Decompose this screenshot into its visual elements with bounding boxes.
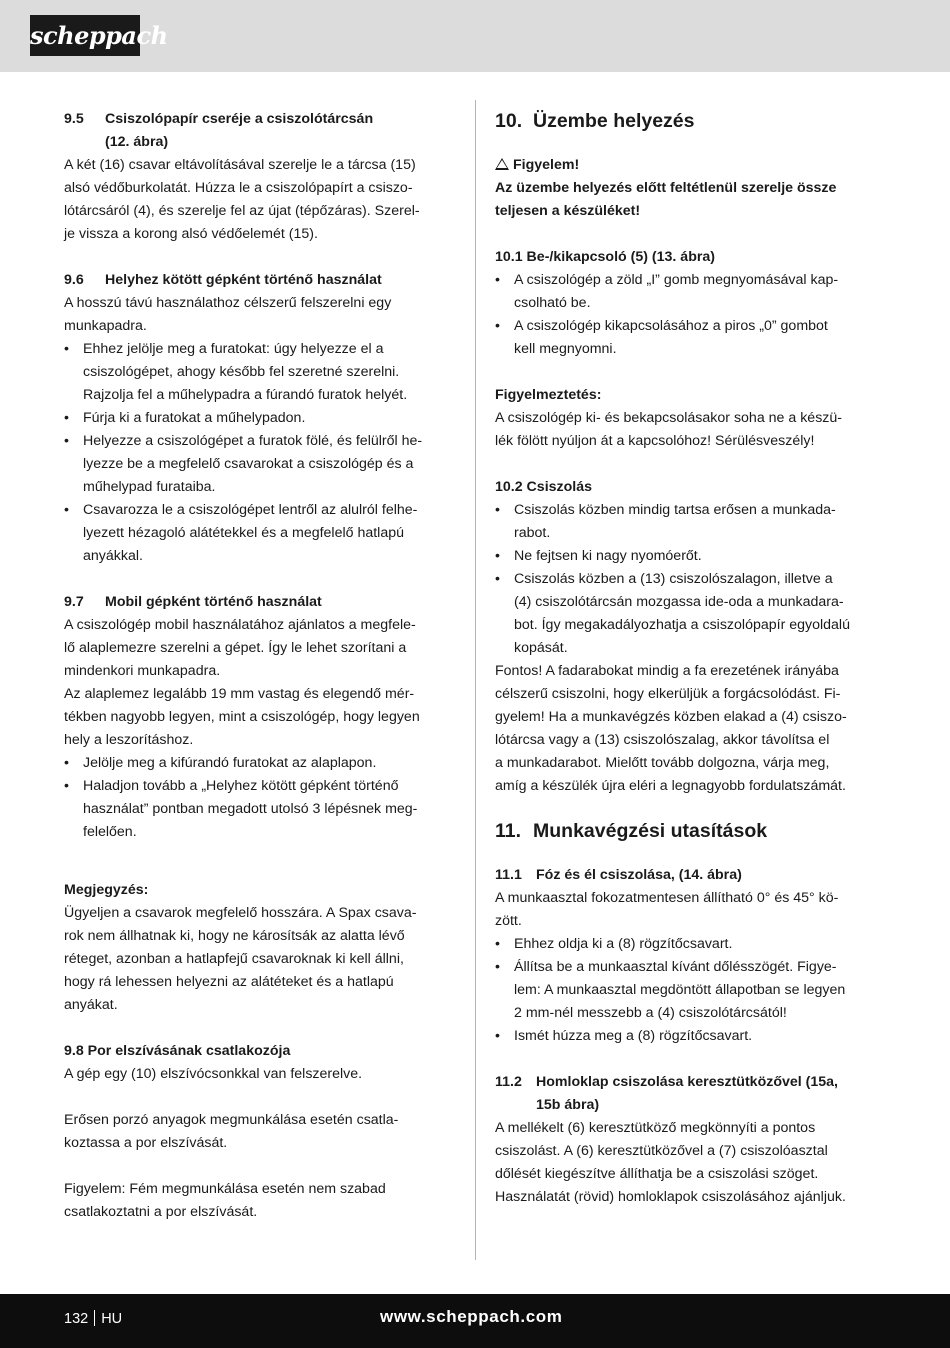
list-item: • Ismét húzza meg a (8) rögzítőcsavart.	[495, 1025, 887, 1048]
heading-11: 11. Munkavégzési utasítások	[495, 820, 768, 842]
right-column	[495, 108, 887, 1209]
column-divider	[475, 100, 476, 1260]
list-item: • A csiszológép a zöld „I” gomb megnyomásával kap- csolható be.	[495, 269, 887, 315]
warning-text: Az üzembe helyezés előtt feltétlenül szerelje össze teljesen a készüléket!	[495, 180, 837, 219]
footer-separator	[94, 1310, 95, 1326]
bullet-list-10-1	[495, 269, 887, 361]
page-header	[0, 0, 950, 72]
heading-9-5: 9.5 Csiszolópapír cseréje a csiszolótárcsán	[64, 111, 374, 127]
list-item: • Csiszolás közben a (13) csiszolószalagon, illetve a (4) csiszolótárcsán mozgassa ide-oda a munkadara- bot. Így megakadályozhatja a csiszolópapír egyoldalú kopását.	[495, 568, 887, 660]
page-number: 132 HU	[64, 1311, 123, 1327]
paragraph-9-8: A gép egy (10) elszívócsonkkal van felszerelve.	[64, 1066, 363, 1082]
caution-title: Figyelmeztetés:	[495, 387, 602, 403]
list-item: • Jelölje meg a kifúrandó furatokat az alaplapon.	[64, 752, 456, 775]
warning-triangle-icon	[495, 158, 509, 170]
paragraph-9-5: A két (16) csavar eltávolításával szerelje le a tárcsa (15) alsó védőburkolatát. Húzza le a csiszolópapírt a csiszo- lótárcsáról (4), és szerelje fel az újat (tépőzáras). Szerel- je vissza a korong alsó védőelemét (15).	[64, 157, 420, 242]
list-item: • Helyezze a csiszológépet a furatok fölé, és felülről he- lyezze be a megfelelő csavarokat a csiszológép és a műhelypad furataiba.	[64, 430, 456, 499]
heading-10-2: 10.2 Csiszolás	[495, 479, 593, 495]
left-column	[64, 108, 456, 1224]
website-link[interactable]: www.scheppach.com	[380, 1307, 563, 1326]
list-item: • Ehhez jelölje meg a furatokat: úgy helyezze el a csiszológépet, ahogy később fel szeretné szerelni. Rajzolja fel a műhelypadra a fúrandó furatok helyét.	[64, 338, 456, 407]
caution-paragraph: A csiszológép ki- és bekapcsolásakor soha ne a készü- lék fölött nyúljon át a kapcsolóhoz! Sérülésveszély!	[495, 410, 842, 449]
heading-9-7: 9.7 Mobil gépként történő használat	[64, 594, 322, 610]
note-paragraph: Ügyeljen a csavarok megfelelő hosszára. A Spax csava- rok nem állhatnak ki, hogy ne károsítsák az alatta lévő réteget, azonban a hatlapfejű csavaroknak ki kell állni, hogy rá lehessen helyezni az alátéteket és a hatlapú anyákat.	[64, 905, 417, 1013]
heading-10: 10. Üzembe helyezés	[495, 110, 695, 132]
page-footer	[0, 1294, 950, 1348]
paragraph-9-7: A csiszológép mobil használatához ajánlatos a megfele- lő alaplemezre szerelni a gépet. Így le lehet szorítani a mindenkori munkapadra. Az alaplemez legalább 19 mm vastag és elegendő mér- tékben nagyobb legyen, mint a csiszológép, hogy legyen hely a leszorításhoz.	[64, 617, 420, 748]
heading-10-1: 10.1 Be-/kikapcsoló (5) (13. ábra)	[495, 249, 715, 265]
list-item: • A csiszológép kikapcsolásához a piros „0” gombot kell megnyomni.	[495, 315, 887, 361]
paragraph-9-8-dust: Erősen porzó anyagok megmunkálása esetén csatla- koztassa a por elszívását.	[64, 1112, 399, 1151]
heading-11-1: 11.1 Fóz és él csiszolása, (14. ábra)	[495, 867, 742, 883]
paragraph-11-1: A munkaasztal fokozatmentesen állítható 0° és 45° kö- zött.	[495, 890, 839, 929]
heading-9-8: 9.8 Por elszívásának csatlakozója	[64, 1043, 291, 1059]
list-item: • Csiszolás közben mindig tartsa erősen a munkada- rabot.	[495, 499, 887, 545]
note-title: Megjegyzés:	[64, 882, 149, 898]
paragraph-9-6: A hosszú távú használathoz célszerű felszerelni egy munkapadra.	[64, 295, 392, 334]
heading-9-5-cont: (12. ábra)	[105, 134, 169, 150]
language-code: HU	[101, 1311, 123, 1327]
warning-label: Figyelem!	[495, 154, 887, 177]
heading-11-2-cont: 15b ábra)	[536, 1097, 600, 1113]
paragraph-9-8-metal: Figyelem: Fém megmunkálása esetén nem szabad csatlakoztatni a por elszívását.	[64, 1181, 386, 1220]
list-item: • Haladjon tovább a „Helyhez kötött gépként történő használat” pontban megadott utolsó 3 lépésnek meg- felelően.	[64, 775, 456, 844]
list-item: • Ne fejtsen ki nagy nyomóerőt.	[495, 545, 887, 568]
bullet-list-11-1	[495, 933, 887, 1048]
list-item: • Fúrja ki a furatokat a műhelypadon.	[64, 407, 456, 430]
heading-9-6: 9.6 Helyhez kötött gépként történő használat	[64, 272, 382, 288]
paragraph-11-2: A mellékelt (6) keresztütköző megkönnyíti a pontos csiszolást. A (6) keresztütközővel a (7) csiszolóasztal dőlését kiegészítve állíthatja be a csiszolási szöget. Használatát (rövid) homloklapok csiszolásához ajánljuk.	[495, 1120, 846, 1205]
paragraph-10-2: Fontos! A fadarabokat mindig a fa erezetének irányába célszerű csiszolni, hogy elkerüljük a forgácsolódást. Fi- gyelem! Ha a munkavégzés közben elakad a (4) csiszo- lótárcsa vagy a (13) csiszolószalag, akkor távolítsa el a munkadarabot. Mielőtt tovább dolgozna, várja meg, amíg a készülék újra eléri a legnagyobb fordulatszámát.	[495, 663, 847, 794]
bullet-list-9-6	[64, 338, 456, 568]
list-item: • Állítsa be a munkaasztal kívánt dőlésszögét. Figye- lem: A munkaasztal megdöntött állapotban se legyen 2 mm-nél messzebb a (4) csiszolótárcsától!	[495, 956, 887, 1025]
bullet-list-10-2	[495, 499, 887, 660]
scheppach-logo: scheppach	[30, 15, 140, 56]
list-item: • Csavarozza le a csiszológépet lentről az alulról felhe- lyezett hézagoló alátétekkel és a megfelelő hatlapú anyákkal.	[64, 499, 456, 568]
list-item: • Ehhez oldja ki a (8) rögzítőcsavart.	[495, 933, 887, 956]
bullet-list-9-7	[64, 752, 456, 844]
heading-11-2: 11.2 Homloklap csiszolása keresztütközővel (15a,	[495, 1074, 839, 1090]
